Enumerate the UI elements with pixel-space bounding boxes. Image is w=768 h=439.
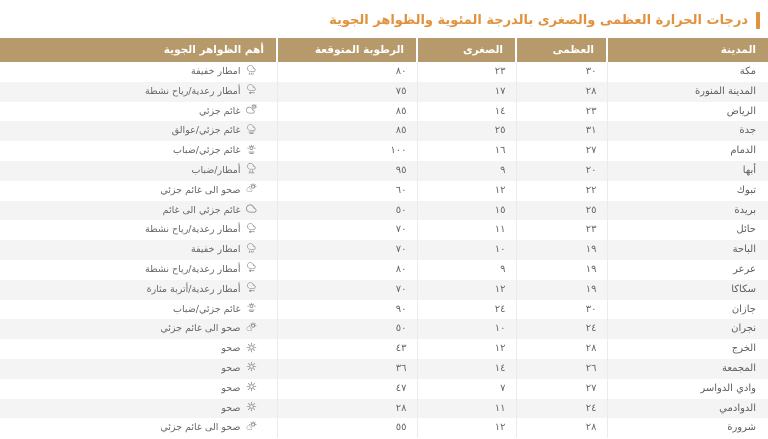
min-temp-cell: ١٤: [417, 359, 516, 379]
city-cell: الدمام: [607, 141, 768, 161]
storm-wind-icon: [246, 282, 257, 293]
sun-haze-icon: [246, 302, 257, 313]
city-cell: أبها: [607, 161, 768, 181]
phenomena-cell: [0, 240, 277, 260]
phenomena-cell: [0, 418, 277, 438]
table-row: [0, 62, 768, 82]
phenomena-cell: [0, 300, 277, 320]
phenomena-cell: [0, 399, 277, 419]
table-row: [0, 82, 768, 102]
table-row: [0, 300, 768, 320]
max-temp-cell: ٣٠: [516, 300, 607, 320]
city-cell: الدوادمي: [607, 399, 768, 419]
table-row: [0, 121, 768, 141]
humidity-cell: ١٠٠: [277, 141, 417, 161]
max-temp-cell: ٣١: [516, 121, 607, 141]
phenomena-cell: [0, 121, 277, 141]
min-temp-cell: ٩: [417, 161, 516, 181]
city-cell: المدينة المنورة: [607, 82, 768, 102]
humidity-cell: ٥٥: [277, 418, 417, 438]
city-cell: حائل: [607, 220, 768, 240]
sun-haze-icon: [246, 144, 257, 155]
table-row: [0, 379, 768, 399]
max-temp-cell: ٢٤: [516, 399, 607, 419]
max-temp-cell: ٢٨: [516, 418, 607, 438]
table-row: [0, 260, 768, 280]
min-temp-cell: ٢٥: [417, 121, 516, 141]
min-temp-cell: ١١: [417, 399, 516, 419]
humidity-cell: ٦٠: [277, 181, 417, 201]
humidity-cell: ٧٠: [277, 240, 417, 260]
min-temp-cell: ١٤: [417, 102, 516, 122]
sun-icon: [246, 381, 257, 392]
table-row: [0, 319, 768, 339]
phenomena-label: غائم جزئي/ضباب: [173, 303, 241, 315]
min-temp-cell: ١٧: [417, 82, 516, 102]
phenomena-cell: [0, 141, 277, 161]
sun-cloud-icon: [246, 183, 257, 194]
table-row: [0, 339, 768, 359]
phenomena-cell: [0, 319, 277, 339]
table-header-row: [0, 38, 768, 62]
min-temp-cell: ٢٣: [417, 62, 516, 82]
sun-icon: [246, 361, 257, 372]
col-header-humidity: الرطوبة المتوقعة: [277, 38, 417, 62]
page-title: درجات الحرارة العظمى والصغرى بالدرجة المئوية والظواهر الجوية: [329, 12, 748, 28]
phenomena-label: أمطار رعدية/رياح نشطة: [145, 263, 241, 275]
col-header-max-temp: العظمى: [516, 38, 607, 62]
humidity-cell: ٨٥: [277, 102, 417, 122]
city-cell: بريدة: [607, 201, 768, 221]
min-temp-cell: ١٠: [417, 319, 516, 339]
phenomena-label: أمطار رعدية/رياح نشطة: [145, 224, 241, 236]
phenomena-label: أمطار رعدية/أتربة مثارة: [146, 283, 241, 295]
table-row: [0, 220, 768, 240]
phenomena-cell: [0, 62, 277, 82]
phenomena-cell: [0, 339, 277, 359]
phenomena-cell: [0, 280, 277, 300]
city-cell: الباحة: [607, 240, 768, 260]
humidity-cell: ٧٥: [277, 82, 417, 102]
storm-wind-icon: [246, 223, 257, 234]
phenomena-cell: [0, 201, 277, 221]
phenomena-cell: [0, 161, 277, 181]
humidity-cell: ٤٧: [277, 379, 417, 399]
humidity-cell: ٧٠: [277, 280, 417, 300]
humidity-cell: ٨٥: [277, 121, 417, 141]
phenomena-label: صحو الى غائم جزئي: [160, 323, 241, 335]
phenomena-label: امطار خفيفة: [191, 244, 241, 256]
humidity-cell: ٩٠: [277, 300, 417, 320]
table-row: [0, 201, 768, 221]
table-row: [0, 418, 768, 438]
phenomena-cell: [0, 220, 277, 240]
phenomena-cell: [0, 260, 277, 280]
max-temp-cell: ١٩: [516, 280, 607, 300]
max-temp-cell: ٢٠: [516, 161, 607, 181]
min-temp-cell: ١٢: [417, 339, 516, 359]
city-cell: نجران: [607, 319, 768, 339]
phenomena-label: صحو الى غائم جزئي: [160, 422, 241, 434]
min-temp-cell: ١٥: [417, 201, 516, 221]
sun-cloud-icon: [246, 322, 257, 333]
title-accent-bar: [756, 12, 760, 29]
phenomena-label: صحو: [221, 382, 241, 394]
rain-fog-icon: [246, 163, 257, 174]
humidity-cell: ٥٠: [277, 319, 417, 339]
humidity-cell: ٩٥: [277, 161, 417, 181]
humidity-cell: ٨٠: [277, 62, 417, 82]
table-row: [0, 141, 768, 161]
phenomena-label: أمطار رعدية/رياح نشطة: [145, 85, 241, 97]
city-cell: جدة: [607, 121, 768, 141]
phenomena-cell: [0, 181, 277, 201]
phenomena-cell: [0, 379, 277, 399]
phenomena-label: غائم جزئي/ضباب: [173, 145, 241, 157]
max-temp-cell: ٣٠: [516, 62, 607, 82]
phenomena-label: صحو: [221, 362, 241, 374]
sun-icon: [246, 342, 257, 353]
city-cell: وادي الدواسر: [607, 379, 768, 399]
city-cell: سكاكا: [607, 280, 768, 300]
min-temp-cell: ١١: [417, 220, 516, 240]
humidity-cell: ٧٠: [277, 220, 417, 240]
min-temp-cell: ١٠: [417, 240, 516, 260]
report-header: [0, 0, 768, 38]
table-row: [0, 359, 768, 379]
col-header-min-temp: الصغرى: [417, 38, 516, 62]
table-row: [0, 181, 768, 201]
city-cell: الخرج: [607, 339, 768, 359]
sun-icon: [246, 401, 257, 412]
table-row: [0, 102, 768, 122]
sun-cloud-icon: [246, 421, 257, 432]
min-temp-cell: ١٢: [417, 280, 516, 300]
col-header-phenomena: أهم الظواهر الجوية: [0, 38, 277, 62]
table-row: [0, 399, 768, 419]
max-temp-cell: ٢٨: [516, 82, 607, 102]
max-temp-cell: ٢٣: [516, 220, 607, 240]
humidity-cell: ٢٨: [277, 399, 417, 419]
max-temp-cell: ٢٢: [516, 181, 607, 201]
min-temp-cell: ١٢: [417, 181, 516, 201]
phenomena-label: غائم جزئي: [198, 105, 241, 117]
max-temp-cell: ٢٧: [516, 379, 607, 399]
min-temp-cell: ٢٤: [417, 300, 516, 320]
max-temp-cell: ١٩: [516, 260, 607, 280]
min-temp-cell: ١٦: [417, 141, 516, 161]
city-cell: المجمعة: [607, 359, 768, 379]
phenomena-cell: [0, 82, 277, 102]
rain-icon: [246, 65, 257, 76]
table-row: [0, 240, 768, 260]
max-temp-cell: ٢٨: [516, 339, 607, 359]
col-header-city: المدينة: [607, 38, 768, 62]
min-temp-cell: ٩: [417, 260, 516, 280]
city-cell: جازان: [607, 300, 768, 320]
phenomena-label: امطار خفيفة: [191, 66, 241, 77]
phenomena-label: صحو: [221, 343, 241, 355]
cloud-haze-icon: [246, 124, 257, 135]
table-row: [0, 161, 768, 181]
city-cell: مكة: [607, 62, 768, 82]
phenomena-label: صحو الى غائم جزئي: [160, 184, 241, 196]
weather-table: [0, 38, 768, 438]
phenomena-label: غائم جزئي الى غائم: [162, 204, 241, 216]
max-temp-cell: ٢٤: [516, 319, 607, 339]
cloud-sun-icon: [246, 104, 257, 115]
phenomena-label: أمطار/ضباب: [191, 164, 241, 176]
max-temp-cell: ٢٦: [516, 359, 607, 379]
min-temp-cell: ١٢: [417, 418, 516, 438]
storm-wind-icon: [246, 84, 257, 95]
phenomena-label: غائم جزئي/عوالق: [171, 125, 241, 137]
phenomena-cell: [0, 359, 277, 379]
max-temp-cell: ٢٧: [516, 141, 607, 161]
humidity-cell: ٣٦: [277, 359, 417, 379]
cloud-icon: [246, 203, 257, 214]
min-temp-cell: ٧: [417, 379, 516, 399]
rain-icon: [246, 243, 257, 254]
max-temp-cell: ٢٣: [516, 102, 607, 122]
city-cell: الرياض: [607, 102, 768, 122]
table-body: [0, 62, 768, 438]
max-temp-cell: ١٩: [516, 240, 607, 260]
phenomena-cell: [0, 102, 277, 122]
storm-wind-icon: [246, 262, 257, 273]
max-temp-cell: ٢٥: [516, 201, 607, 221]
humidity-cell: ٨٠: [277, 260, 417, 280]
city-cell: تبوك: [607, 181, 768, 201]
humidity-cell: ٥٠: [277, 201, 417, 221]
city-cell: شرورة: [607, 418, 768, 438]
phenomena-label: صحو: [221, 402, 241, 414]
humidity-cell: ٤٣: [277, 339, 417, 359]
city-cell: عرعر: [607, 260, 768, 280]
table-row: [0, 280, 768, 300]
